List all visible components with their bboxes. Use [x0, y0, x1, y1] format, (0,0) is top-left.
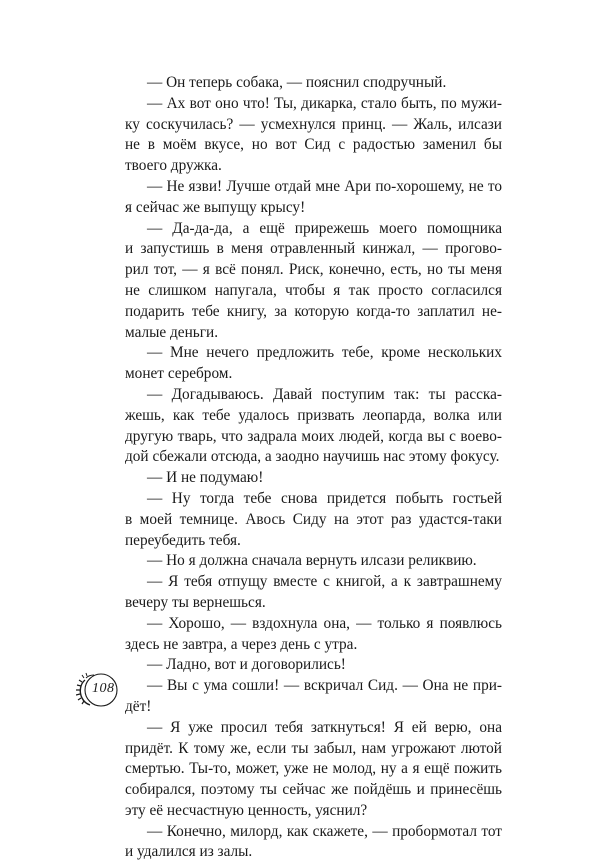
- text-line: и удалился из залы.: [125, 843, 253, 861]
- text-line: ку соскучилась? — усмехнулся принц. — Жаль, илсази: [125, 115, 502, 133]
- text-line: рил тот, — я всё понял. Риск, конечно, есть, но ты меня: [125, 261, 502, 279]
- text-line: придёт. К тому же, если ты забыл, нам угрожают лютой: [125, 739, 502, 757]
- text-line: подарить тебе книгу, за которую когда-то заплатил не-: [125, 302, 502, 320]
- text-line: другую тварь, что задрала моих людей, когда вы с воево-: [125, 427, 502, 445]
- text-line: — Мне нечего предложить тебе, кроме нескольких: [147, 344, 502, 362]
- body-text: [125, 73, 502, 863]
- page-number: 108: [92, 681, 115, 696]
- text-line: — Ну тогда тебе снова придется побыть гостьей: [147, 489, 502, 507]
- text-line: и запустишь в меня отравленный кинжал, — прогово-: [125, 240, 502, 258]
- text-line: — Я тебя отпущу вместе с книгой, а к завтрашнему: [147, 573, 502, 591]
- text-line: собирался, поэтому ты сейчас же пойдёшь и принесёшь: [125, 781, 502, 799]
- text-line: твоего дружка.: [125, 157, 222, 175]
- text-line: дёт!: [125, 697, 152, 715]
- text-line: — Ах вот оно что! Ты, дикарка, стало быть, по мужи-: [147, 94, 502, 112]
- text-line: монет серебром.: [125, 365, 233, 383]
- text-line: я сейчас же выпущу крысу!: [125, 198, 306, 216]
- text-line: — Вы с ума сошли! — вскричал Сид. — Она не при-: [147, 677, 502, 695]
- text-line: — Он теперь собака, — пояснил сподручный.: [147, 74, 447, 91]
- text-line: эту её несчастную ценность, уяснил?: [125, 801, 368, 819]
- text-line: вечеру ты вернешься.: [125, 593, 266, 611]
- text-line: — Я уже просил тебя заткнуться! Я ей верю, она: [147, 718, 502, 736]
- text-line: здесь не завтра, а через день с утра.: [125, 635, 358, 653]
- page-number-ornament: [76, 668, 126, 712]
- text-line: переубедить тебя.: [125, 531, 241, 549]
- text-line: — Да-да-да, а ещё прирежешь моего помощника: [147, 219, 502, 237]
- text-line: — Хорошо, — вздохнула она, — только я появлюсь: [147, 614, 502, 632]
- text-line: жешь, как тебе удалось призвать леопарда, волка или: [125, 406, 502, 424]
- text-line: — Ладно, вот и договорились!: [147, 656, 346, 674]
- text-line: малые деньги.: [125, 323, 219, 341]
- text-line: — Конечно, милорд, как скажете, — пробормотал тот: [147, 822, 502, 840]
- text-line: не слишком напугала, чтобы я так просто согласился: [125, 281, 502, 299]
- text-line: смертью. Ты-то, может, уже не молод, ну а я ещё пожить: [125, 760, 502, 778]
- text-line: — Догадываюсь. Давай поступим так: ты расска-: [147, 385, 502, 403]
- text-line: — Но я должна сначала вернуть илсази реликвию.: [147, 552, 477, 570]
- text-line: — Не язви! Лучше отдай мне Ари по-хорошему, не то: [147, 177, 502, 195]
- text-line: — И не подумаю!: [147, 469, 264, 487]
- text-line: не в моём вкусе, но вот Сид с радостью заменил бы: [125, 136, 502, 154]
- text-line: дой сбежали отсюда, а заодно научишь нас этому фокусу.: [125, 448, 500, 466]
- text-line: в моей темнице. Авось Сиду на этот раз удастся-таки: [125, 510, 502, 528]
